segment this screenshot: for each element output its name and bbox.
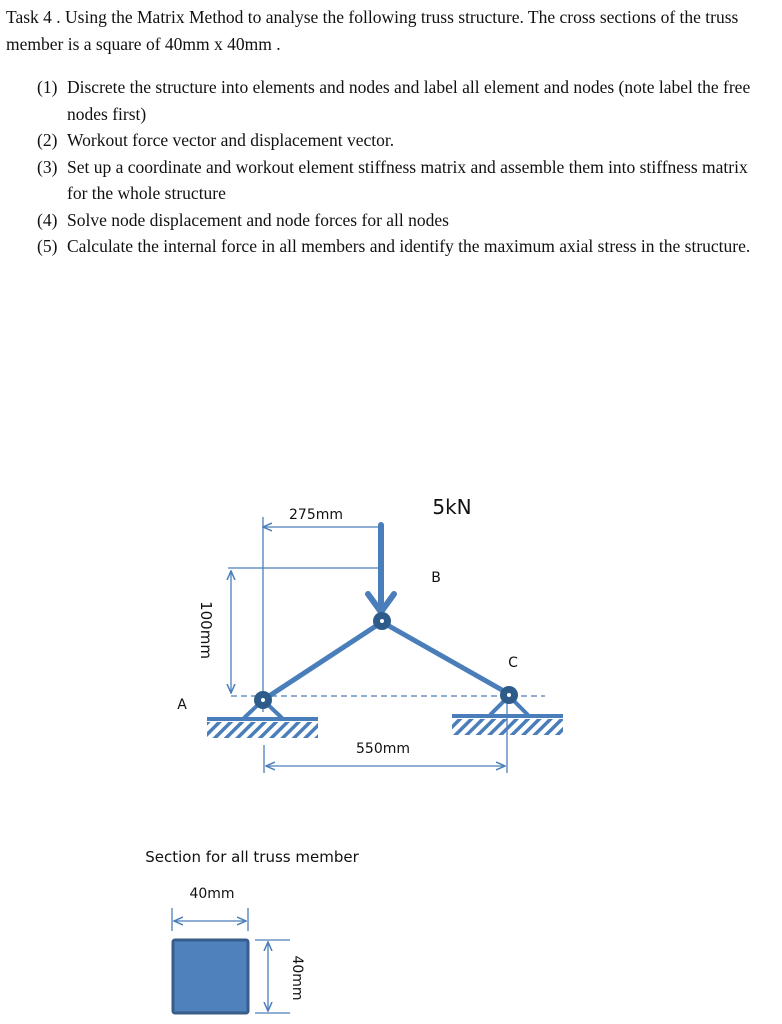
task-text: Workout force vector and displacement vector.	[67, 130, 395, 150]
dim-550-label: 550mm	[356, 741, 410, 757]
node-c-label: C	[508, 655, 518, 671]
task-text: Solve node displacement and node forces for all nodes	[67, 209, 449, 230]
task-number: (1)	[37, 77, 58, 97]
node-c	[500, 686, 518, 704]
section-square	[173, 940, 248, 1013]
task-text: Discrete the structure into elements and nodes and label all element and nodes (note label the free nodes first)	[67, 77, 751, 124]
task-item	[37, 154, 772, 207]
node-a-label: A	[177, 697, 187, 713]
dim-100-label: 100mm	[197, 601, 215, 659]
task-item	[37, 127, 772, 154]
task-list	[37, 74, 772, 260]
dim-275-label: 275mm	[289, 507, 343, 523]
task-number: (5)	[37, 236, 58, 256]
member-bc	[382, 622, 509, 694]
task-item	[37, 207, 772, 234]
task-number: (4)	[37, 209, 58, 230]
node-a	[254, 691, 272, 709]
task-text: Set up a coordinate and workout element stiffness matrix and assemble them into stiffness matrix for the whole structure	[67, 156, 748, 203]
section-height-label: 40mm	[289, 955, 305, 1001]
node-b	[373, 612, 391, 630]
task-text: Calculate the internal force in all members and identify the maximum axial stress in the structure.	[67, 236, 751, 256]
task-text	[6, 4, 778, 260]
node-b-label: B	[431, 570, 441, 586]
task-number: (2)	[37, 130, 58, 150]
section-title: Section for all truss member	[145, 848, 359, 866]
task-item	[37, 74, 772, 127]
task-item	[37, 233, 772, 260]
section-width-label: 40mm	[189, 886, 235, 902]
member-ab	[263, 622, 382, 700]
task-intro: Task 4 . Using the Matrix Method to analyse the following truss structure. The cross sections of the truss member is a square of 40mm x 40mm .	[6, 7, 739, 54]
task-number: (3)	[37, 156, 58, 177]
load-label: 5kN	[432, 495, 472, 519]
